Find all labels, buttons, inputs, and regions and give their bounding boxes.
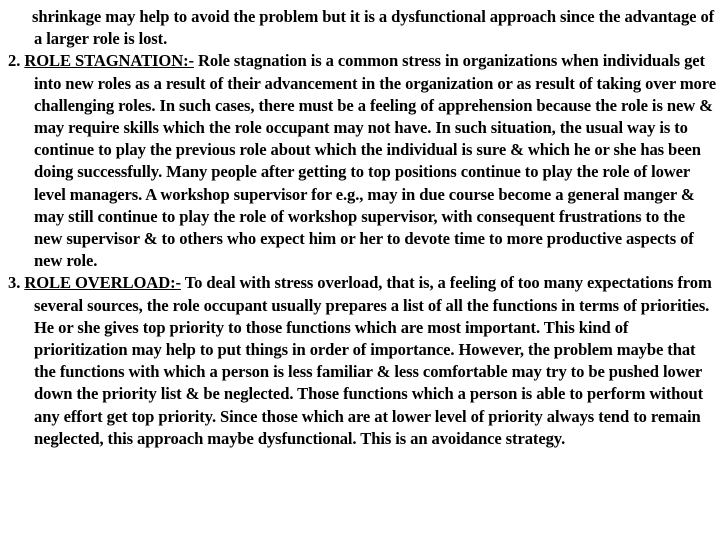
intro-paragraph <box>8 6 716 50</box>
item-role-overload <box>8 272 716 450</box>
item-number: 2. <box>8 51 21 71</box>
item-number: 3. <box>8 273 21 293</box>
item-body: Role stagnation is a common stress in organizations when individuals get into new roles as a result of their advancement in the organization or as result of taking over more challenging roles. In such cases, there must be a feeling of apprehension because the role is new & may require skills which the role occupant may not have. In such situation, the usual way is to continue to play the previous role about which the individual is sure & which he or she has been doing successfully. Many people after getting to top positions continue to play the role of lower level managers. A workshop supervisor for e.g., may in due course become a general manger & may still continue to play the role of workshop supervisor, with consequent frustrations to the new supervisor & to others who expect him or her to devote time to more productive aspects of new role. <box>34 51 716 271</box>
item-role-stagnation <box>8 50 716 272</box>
item-body: To deal with stress overload, that is, a feeling of too many expectations from several sources, the role occupant usually prepares a list of all the functions in terms of priorities. He or she gives top priority to those functions which are most important. This kind of prioritization may help to put things in order of importance. However, the problem maybe that the functions with which a person is less familiar & less comfortable may try to be pushed lower down the priority list & be neglected. Those functions which a person is able to perform without any effort get top priority. Since those which are at lower level of priority always tend to remain neglected, this approach maybe dysfunctional. This is an avoidance strategy. <box>34 273 712 448</box>
text-block <box>8 6 716 450</box>
item-heading: ROLE STAGNATION:- <box>24 51 194 71</box>
intro-text: shrinkage may help to avoid the problem but it is a dysfunctional approach since the advantage of a larger role is lost. <box>32 7 715 49</box>
item-heading: ROLE OVERLOAD:- <box>24 273 181 293</box>
